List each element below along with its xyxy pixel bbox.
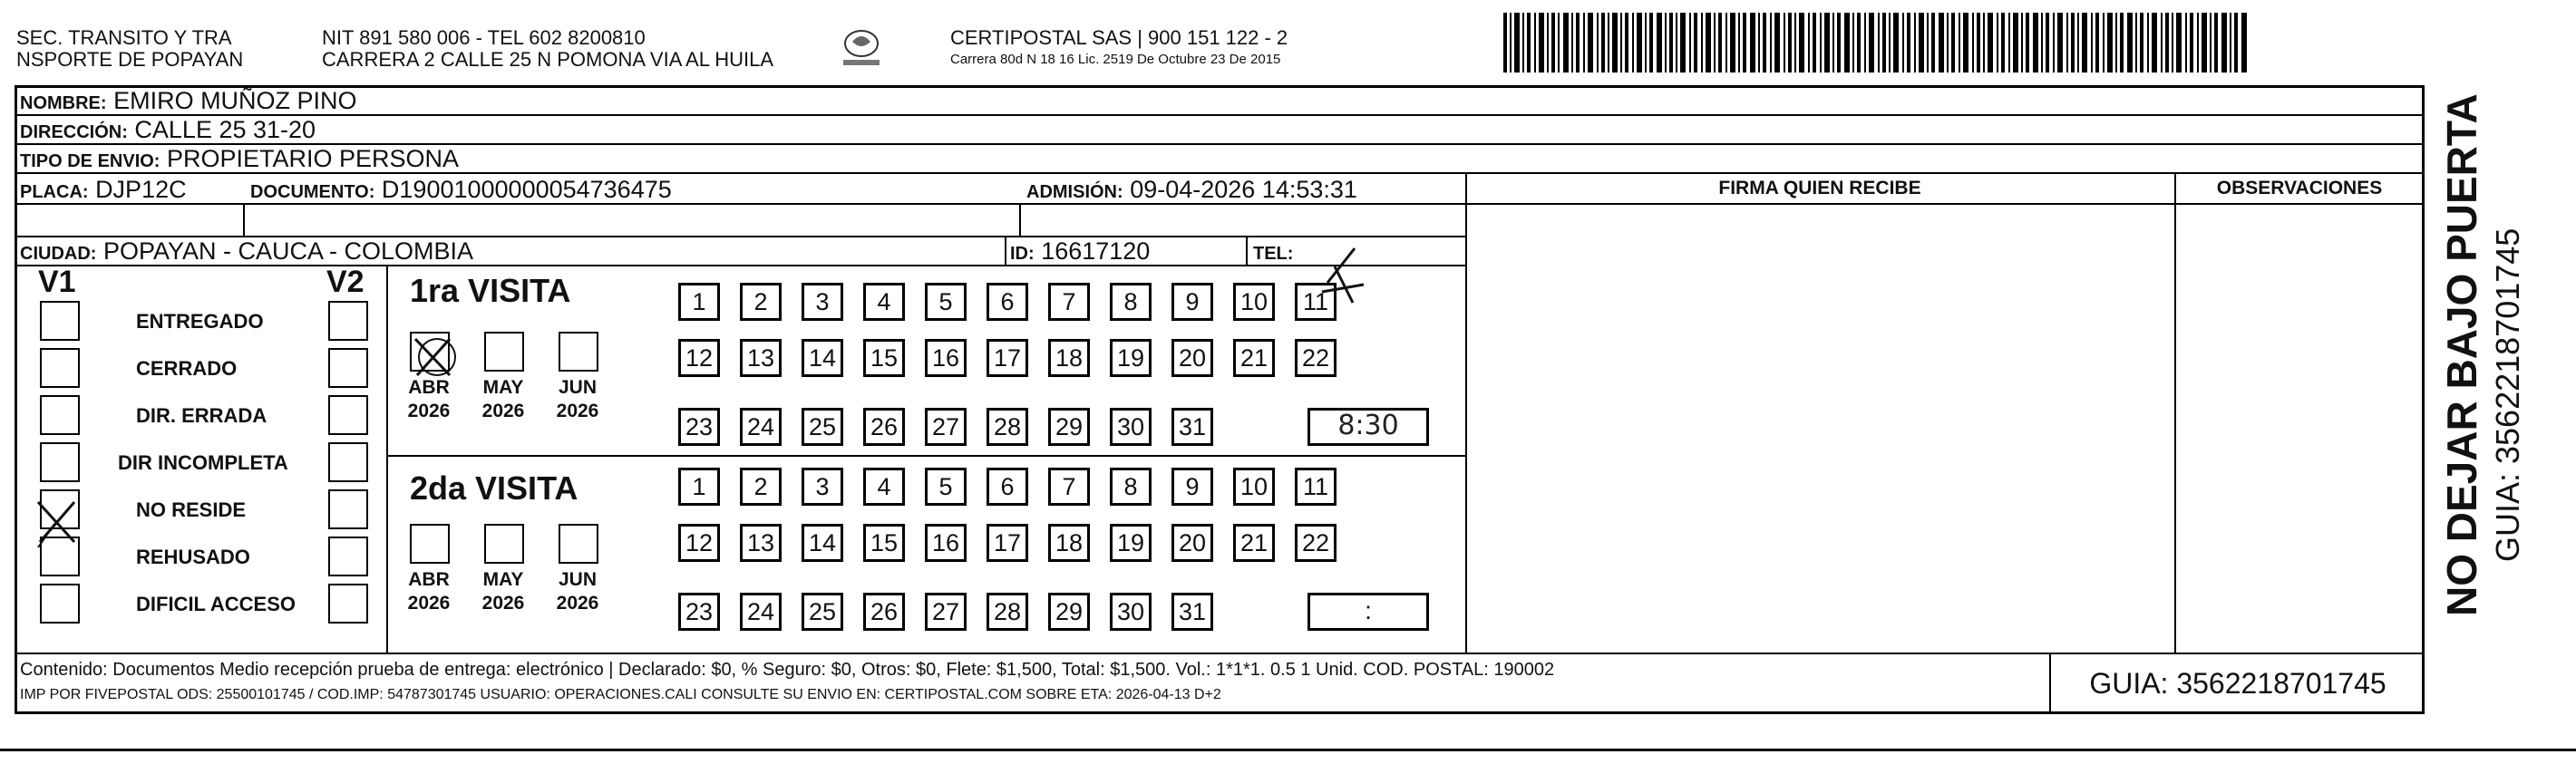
ciudad-label: CIUDAD: [20, 244, 97, 264]
month-checkbox[interactable] [484, 332, 524, 372]
day-box[interactable]: 16 [925, 524, 967, 562]
day-box[interactable]: 5 [925, 283, 967, 321]
tel-field [1253, 237, 1293, 267]
tipo-envio-label: TIPO DE ENVIO: [20, 151, 160, 171]
contenido-text: Contenido: Documentos Medio recepción prueba de entrega: electrónico | Declarado: $0, % Seguro: $0, Otros: $0, Flete: $1,500, Total: $1,500. Vol.: 1*1*1. 0.5 1 Unid. COD. POSTAL: 190002 [20, 660, 1555, 680]
day-box[interactable]: 10 [1233, 283, 1275, 321]
v1-checkbox[interactable] [40, 442, 80, 482]
day-box[interactable]: 12 [678, 524, 720, 562]
row-divider [1465, 203, 2425, 205]
day-box[interactable]: 4 [863, 468, 905, 506]
day-box[interactable]: 27 [925, 593, 967, 631]
column-divider [1246, 236, 1248, 265]
courier-name: CERTIPOSTAL SAS | 900 151 122 - 2 [950, 26, 1288, 49]
v2-checkbox[interactable] [328, 442, 368, 482]
column-divider [386, 265, 388, 653]
day-box[interactable]: 3 [802, 283, 843, 321]
sender-address: CARRERA 2 CALLE 25 N POMONA VIA AL HUILA [322, 48, 774, 71]
day-box[interactable]: 17 [987, 339, 1028, 377]
footer-divider [15, 653, 2425, 654]
month-checkbox[interactable] [559, 524, 598, 564]
admision-label: ADMISIÓN: [1026, 182, 1123, 202]
year-label: 2026 [556, 401, 599, 421]
no-reside-check-mark [31, 497, 85, 547]
placa-label: PLACA: [20, 182, 89, 202]
cut-line [0, 749, 2576, 751]
day-box[interactable]: 2 [740, 283, 782, 321]
documento-label: DOCUMENTO: [250, 182, 375, 202]
month-label: JUN [558, 569, 597, 590]
id-label: ID: [1010, 244, 1035, 264]
placa-field [20, 176, 187, 206]
day-box[interactable]: 24 [740, 408, 782, 446]
day-box[interactable]: 8 [1110, 468, 1152, 506]
v1-label: V1 [38, 265, 76, 299]
v1-checkbox[interactable] [40, 301, 80, 341]
day-box[interactable]: 22 [1295, 339, 1337, 377]
day-box[interactable]: 31 [1171, 593, 1213, 631]
v2-checkbox[interactable] [328, 489, 368, 529]
certipostal-logo [836, 22, 887, 73]
day-box[interactable]: 15 [863, 524, 905, 562]
day-box[interactable]: 21 [1233, 339, 1275, 377]
observaciones-header: OBSERVACIONES [2216, 178, 2383, 198]
day-box[interactable]: 20 [1171, 524, 1213, 562]
first-visit-time[interactable]: 8:30 [1307, 408, 1429, 446]
column-divider [2174, 172, 2176, 653]
second-visit-title: 2da VISITA [410, 469, 578, 507]
day-box[interactable]: 28 [987, 408, 1028, 446]
day-box[interactable]: 13 [740, 339, 782, 377]
day-box[interactable]: 3 [802, 468, 843, 506]
day-box[interactable]: 23 [678, 408, 720, 446]
admision-field [1026, 176, 1357, 206]
status-label: DIR INCOMPLETA [118, 451, 288, 474]
visit-divider [386, 455, 1465, 457]
day-box[interactable]: 25 [802, 593, 843, 631]
no-dejar-bajo-puerta: NO DEJAR BAJO PUERTA [2438, 93, 2485, 616]
day-box[interactable]: 14 [802, 524, 843, 562]
year-label: 2026 [407, 593, 451, 614]
row-divider [15, 114, 2425, 116]
v1-checkbox[interactable] [40, 584, 80, 624]
month-label: MAY [482, 377, 524, 398]
day-box[interactable]: 18 [1048, 339, 1090, 377]
column-divider [1005, 236, 1006, 265]
year-label: 2026 [481, 401, 525, 421]
sender-name-line1: SEC. TRANSITO Y TRA [16, 26, 232, 49]
day-box[interactable]: 4 [863, 283, 905, 321]
day-box[interactable]: 31 [1171, 408, 1213, 446]
day-box[interactable]: 19 [1110, 339, 1152, 377]
v2-checkbox[interactable] [328, 537, 368, 576]
column-divider [1465, 172, 1467, 653]
v1-checkbox[interactable] [40, 348, 80, 388]
day-box[interactable]: 10 [1233, 468, 1275, 506]
year-label: 2026 [556, 593, 599, 614]
day-box[interactable]: 11 [1295, 468, 1337, 506]
day-box[interactable]: 13 [740, 524, 782, 562]
day-box[interactable]: 7 [1048, 468, 1090, 506]
day-box[interactable]: 25 [802, 408, 843, 446]
day-box[interactable]: 19 [1110, 524, 1152, 562]
day-box[interactable]: 26 [863, 593, 905, 631]
v2-checkbox[interactable] [328, 395, 368, 435]
firma-header: FIRMA QUIEN RECIBE [1718, 178, 1921, 198]
id-field [1010, 237, 1150, 267]
column-divider [1019, 203, 1021, 236]
courier-address: Carrera 80d N 18 16 Lic. 2519 De Octubre 23 De 2015 [950, 52, 1281, 67]
sender-name-line2: NSPORTE DE POPAYAN [16, 48, 244, 71]
day-box[interactable]: 9 [1171, 468, 1213, 506]
year-label: 2026 [481, 593, 525, 614]
day-box[interactable]: 16 [925, 339, 967, 377]
day-box[interactable]: 8 [1110, 283, 1152, 321]
nombre-label: NOMBRE: [20, 93, 107, 113]
v2-checkbox[interactable] [328, 348, 368, 388]
day-box[interactable]: 1 [678, 468, 720, 506]
documento-value: D19001000000054736475 [381, 176, 672, 203]
first-visit-title: 1ra VISITA [410, 272, 571, 309]
status-label: NO RESIDE [136, 498, 247, 521]
v1-checkbox[interactable] [40, 395, 80, 435]
second-visit-time[interactable]: : [1307, 593, 1429, 631]
day-box[interactable]: 7 [1048, 283, 1090, 321]
month-checkbox[interactable] [410, 524, 450, 564]
v2-checkbox[interactable] [328, 584, 368, 624]
id-value: 16617120 [1041, 237, 1151, 265]
day-box[interactable]: 30 [1110, 593, 1152, 631]
ciudad-field [20, 237, 473, 267]
sender-nit: NIT 891 580 006 - TEL 602 8200810 [322, 26, 646, 49]
day-box[interactable]: 21 [1233, 524, 1275, 562]
day-box[interactable]: 29 [1048, 408, 1090, 446]
tipo-envio-value: PROPIETARIO PERSONA [166, 145, 460, 172]
status-label: DIFICIL ACCESO [136, 593, 296, 615]
day-box[interactable]: 9 [1171, 283, 1213, 321]
day-box[interactable]: 22 [1295, 524, 1337, 562]
day-box[interactable]: 26 [863, 408, 905, 446]
month-label: ABR [408, 569, 450, 590]
day-box[interactable]: 12 [678, 339, 720, 377]
day-box[interactable]: 30 [1110, 408, 1152, 446]
day-box[interactable]: 27 [925, 408, 967, 446]
v2-label: V2 [326, 265, 365, 299]
month-label: MAY [482, 569, 524, 590]
month-label: ABR [408, 377, 450, 398]
nombre-field [20, 87, 357, 117]
day-box[interactable]: 24 [740, 593, 782, 631]
status-label: DIR. ERRADA [136, 404, 267, 427]
day-box[interactable]: 6 [987, 283, 1028, 321]
admision-value: 09-04-2026 14:53:31 [1130, 176, 1357, 203]
day-10-check-mark [1309, 247, 1369, 317]
imp-text: IMP POR FIVEPOSTAL ODS: 25500101745 / COD.IMP: 54787301745 USUARIO: OPERACIONES.CALI CONSULTE SU ENVIO EN: CERTIPOSTAL.COM SOBRE ETA: 2026-04-13 D+2 [20, 687, 1221, 702]
day-box[interactable]: 28 [987, 593, 1028, 631]
direccion-label: DIRECCIÓN: [20, 122, 128, 142]
day-box[interactable]: 17 [987, 524, 1028, 562]
day-box[interactable]: 15 [863, 339, 905, 377]
day-box[interactable]: 18 [1048, 524, 1090, 562]
status-label: ENTREGADO [136, 310, 264, 333]
day-box[interactable]: 20 [1171, 339, 1213, 377]
direccion-field [20, 116, 316, 146]
day-box[interactable]: 23 [678, 593, 720, 631]
ciudad-value: POPAYAN - CAUCA - COLOMBIA [102, 237, 474, 265]
v2-checkbox[interactable] [328, 301, 368, 341]
direccion-value: CALLE 25 31-20 [134, 116, 316, 143]
placa-value: DJP12C [95, 176, 187, 203]
documento-field [250, 176, 672, 206]
tipo-envio-field [20, 145, 459, 175]
day-box[interactable]: 29 [1048, 593, 1090, 631]
barcode [1503, 13, 2247, 73]
day-box[interactable]: 6 [987, 468, 1028, 506]
year-label: 2026 [407, 401, 451, 421]
guia-vertical: GUIA: 3562218701745 [2489, 227, 2526, 562]
day-box[interactable]: 5 [925, 468, 967, 506]
day-box[interactable]: 1 [678, 283, 720, 321]
abr-check-mark [410, 335, 464, 381]
day-box[interactable]: 11 [1295, 283, 1337, 321]
month-checkbox[interactable] [559, 332, 598, 372]
status-label: CERRADO [136, 357, 238, 380]
day-box[interactable]: 14 [802, 339, 843, 377]
month-label: JUN [558, 377, 597, 398]
status-label: REHUSADO [136, 546, 250, 568]
month-checkbox[interactable] [484, 524, 524, 564]
column-divider [243, 203, 245, 236]
tel-label: TEL: [1253, 244, 1294, 264]
nombre-value: EMIRO MUÑOZ PINO [113, 87, 357, 114]
day-box[interactable]: 2 [740, 468, 782, 506]
guia-footer: GUIA: 3562218701745 [2089, 667, 2386, 700]
